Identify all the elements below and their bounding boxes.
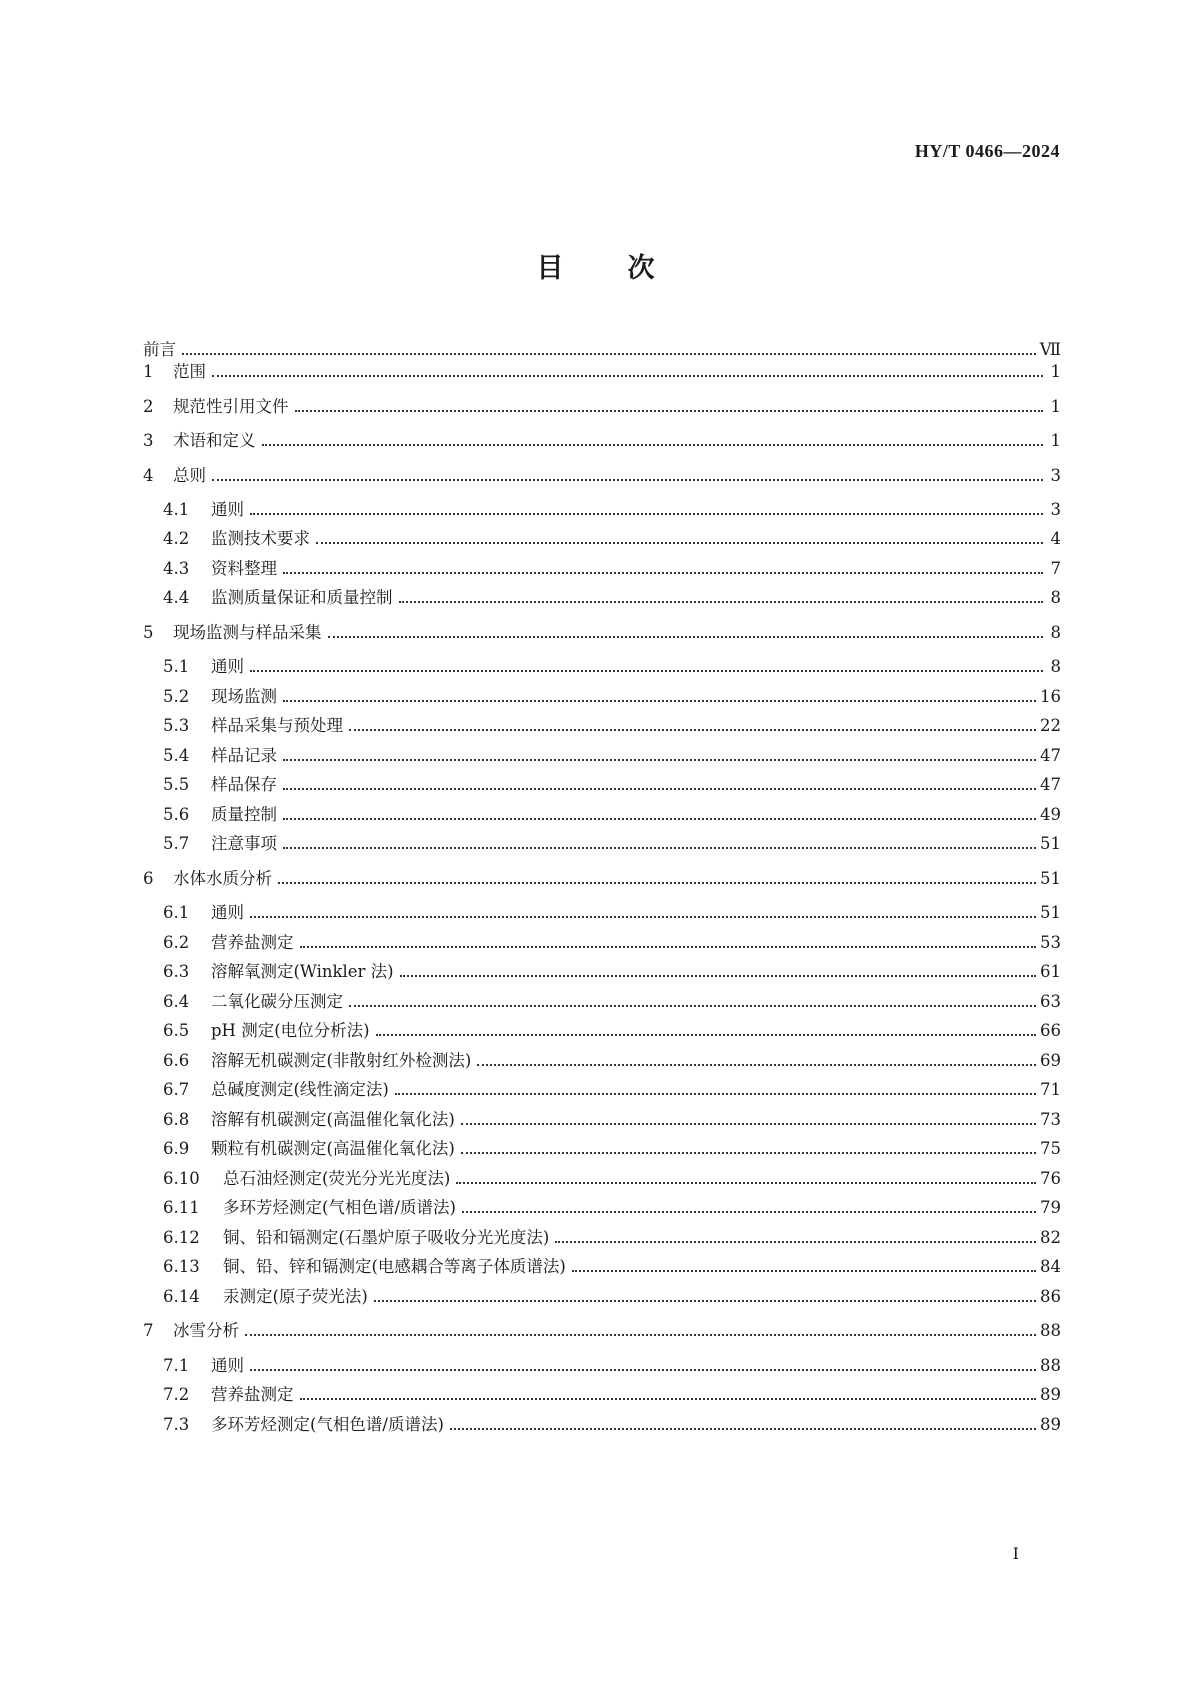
toc-entry[interactable] — [143, 498, 1061, 522]
toc-leader — [283, 803, 1036, 827]
toc-number: 6.9 — [163, 1139, 190, 1158]
toc-page: 4 — [1050, 529, 1061, 548]
toc-entry[interactable] — [143, 1137, 1061, 1161]
toc-leader — [461, 1137, 1036, 1161]
toc-leader — [283, 744, 1036, 768]
toc-label: 资料整理 — [211, 559, 277, 578]
toc-label: 营养盐测定 — [211, 933, 294, 952]
toc-entry[interactable] — [143, 1049, 1061, 1073]
toc-number: 6 — [143, 869, 154, 888]
toc-leader — [399, 586, 1044, 610]
toc-page: 7 — [1050, 559, 1061, 578]
toc-page: 8 — [1050, 623, 1061, 642]
toc-leader — [328, 621, 1044, 645]
toc-label: 总则 — [173, 466, 206, 485]
toc-page: 89 — [1040, 1415, 1061, 1434]
toc-label: 范围 — [173, 362, 206, 381]
toc-page: 66 — [1040, 1021, 1061, 1040]
toc-leader — [555, 1226, 1036, 1250]
toc-label: 监测技术要求 — [211, 529, 310, 548]
toc-leader — [212, 360, 1043, 384]
toc-number: 6.10 — [163, 1169, 200, 1188]
toc-leader — [283, 832, 1036, 856]
toc-page: 84 — [1040, 1257, 1061, 1276]
toc-label: 术语和定义 — [173, 431, 256, 450]
toc-entry[interactable] — [143, 1319, 1061, 1343]
toc-label: 现场监测与样品采集 — [173, 623, 322, 642]
toc-page: 82 — [1040, 1228, 1061, 1247]
page-number: I — [1012, 1544, 1019, 1563]
toc-entry[interactable] — [143, 464, 1061, 488]
toc-page: 63 — [1040, 992, 1061, 1011]
toc-entry[interactable] — [143, 960, 1061, 984]
toc-page: 16 — [1040, 687, 1061, 706]
toc-number: 3 — [143, 431, 154, 450]
toc-label: 总碱度测定(线性滴定法) — [211, 1080, 389, 1099]
toc-page: 88 — [1040, 1321, 1061, 1340]
toc-label: 溶解有机碳测定(高温催化氧化法) — [211, 1110, 455, 1129]
toc-entry[interactable] — [143, 1383, 1061, 1407]
toc-number: 7 — [143, 1321, 154, 1340]
toc-number: 6.12 — [163, 1228, 200, 1247]
toc-entry[interactable] — [143, 773, 1061, 797]
toc-page: 47 — [1040, 775, 1061, 794]
toc-leader — [450, 1413, 1036, 1437]
toc-leader — [477, 1049, 1036, 1073]
toc-number: 6.5 — [163, 1021, 190, 1040]
toc-number: 6.14 — [163, 1287, 200, 1306]
toc-number: 6.13 — [163, 1257, 200, 1276]
toc-page: 1 — [1050, 431, 1061, 450]
toc-page: 61 — [1040, 962, 1061, 981]
toc-page: 76 — [1040, 1169, 1061, 1188]
toc-label: 铜、铅和镉测定(石墨炉原子吸收分光光度法) — [223, 1228, 550, 1247]
toc-entry[interactable] — [143, 586, 1061, 610]
toc-leader — [245, 1319, 1036, 1343]
toc-leader — [283, 773, 1036, 797]
toc-label: 溶解氧测定(Winkler 法) — [211, 962, 394, 981]
document-code: HY/T 0466—2024 — [914, 141, 1060, 161]
toc-label: 多环芳烃测定(气相色谱/质谱法) — [211, 1415, 444, 1434]
title-char-2: 次 — [627, 253, 655, 284]
toc-page: 3 — [1050, 466, 1061, 485]
toc-label: 二氧化碳分压测定 — [211, 992, 343, 1011]
toc-entry[interactable] — [143, 1196, 1061, 1220]
toc-label: 样品保存 — [211, 775, 277, 794]
toc-number: 4.2 — [163, 529, 190, 548]
toc-leader — [316, 527, 1043, 551]
toc-leader — [572, 1255, 1036, 1279]
toc-number: 6.4 — [163, 992, 190, 1011]
toc-number: 5.5 — [163, 775, 190, 794]
toc-entry[interactable] — [143, 557, 1061, 581]
toc-page: 3 — [1050, 500, 1061, 519]
toc-label: 现场监测 — [211, 687, 277, 706]
toc-label: 多环芳烃测定(气相色谱/质谱法) — [223, 1198, 456, 1217]
toc-number: 6.3 — [163, 962, 190, 981]
toc-leader — [400, 960, 1036, 984]
toc-label: pH 测定(电位分析法) — [211, 1021, 370, 1040]
toc-label: 铜、铅、锌和镉测定(电感耦合等离子体质谱法) — [223, 1257, 566, 1276]
toc-number: 7.1 — [163, 1356, 190, 1375]
toc-number: 5.2 — [163, 687, 190, 706]
toc-label: 质量控制 — [211, 805, 277, 824]
toc-label: 通则 — [211, 1356, 244, 1375]
toc-entry[interactable] — [143, 931, 1061, 955]
toc-entry[interactable] — [143, 1255, 1061, 1279]
toc-label: 溶解无机碳测定(非散射红外检测法) — [211, 1051, 472, 1070]
toc-page: 88 — [1040, 1356, 1061, 1375]
toc-number: 5.1 — [163, 657, 190, 676]
toc-page: 51 — [1040, 903, 1061, 922]
toc-number: 5.3 — [163, 716, 190, 735]
toc-label: 通则 — [211, 500, 244, 519]
toc-page: 22 — [1040, 716, 1061, 735]
toc-leader — [283, 685, 1036, 709]
toc-leader — [250, 498, 1043, 522]
toc-leader — [212, 464, 1043, 488]
toc-leader — [300, 931, 1037, 955]
toc-number: 6.2 — [163, 933, 190, 952]
toc-label: 总石油烃测定(荧光分光光度法) — [223, 1169, 451, 1188]
toc-label: 样品采集与预处理 — [211, 716, 343, 735]
toc-leader — [283, 557, 1043, 581]
toc-label: 监测质量保证和质量控制 — [211, 588, 393, 607]
toc-leader — [182, 338, 1036, 362]
toc-leader — [278, 867, 1036, 891]
toc-entry[interactable] — [143, 1226, 1061, 1250]
toc-label: 水体水质分析 — [173, 869, 272, 888]
toc-number: 6.8 — [163, 1110, 190, 1129]
toc-page: 8 — [1050, 588, 1061, 607]
toc-label: 前言 — [143, 340, 176, 359]
toc-entry[interactable] — [143, 1019, 1061, 1043]
toc-leader — [374, 1285, 1036, 1309]
toc-leader — [376, 1019, 1036, 1043]
toc-leader — [250, 901, 1036, 925]
toc-page: 89 — [1040, 1385, 1061, 1404]
toc-number: 5 — [143, 623, 154, 642]
toc-page: 51 — [1040, 869, 1061, 888]
toc-leader — [395, 1078, 1036, 1102]
toc-label: 通则 — [211, 903, 244, 922]
toc-leader — [462, 1196, 1036, 1220]
toc-number: 6.1 — [163, 903, 190, 922]
toc-page: 8 — [1050, 657, 1061, 676]
toc-entry[interactable] — [143, 360, 1061, 384]
toc-page: 69 — [1040, 1051, 1061, 1070]
toc-entry[interactable] — [143, 803, 1061, 827]
page-title — [0, 246, 1191, 285]
toc-number: 7.3 — [163, 1415, 190, 1434]
toc-label: 营养盐测定 — [211, 1385, 294, 1404]
toc-entry[interactable] — [143, 1167, 1061, 1191]
toc-page: Ⅶ — [1039, 340, 1061, 359]
toc-entry[interactable] — [143, 1078, 1061, 1102]
toc-entry[interactable] — [143, 744, 1061, 768]
toc-label: 规范性引用文件 — [173, 397, 289, 416]
toc-number: 6.7 — [163, 1080, 190, 1099]
toc-number: 4.1 — [163, 500, 190, 519]
toc-entry[interactable] — [143, 1413, 1061, 1437]
toc-label: 通则 — [211, 657, 244, 676]
toc-page: 49 — [1040, 805, 1061, 824]
toc-label: 汞测定(原子荧光法) — [223, 1287, 368, 1306]
toc-leader — [461, 1108, 1036, 1132]
toc-page: 51 — [1040, 834, 1061, 853]
toc-entry[interactable] — [143, 901, 1061, 925]
toc-label: 颗粒有机碳测定(高温催化氧化法) — [211, 1139, 455, 1158]
toc-leader — [300, 1383, 1037, 1407]
toc-number: 5.4 — [163, 746, 190, 765]
toc-leader — [250, 655, 1043, 679]
toc-entry[interactable] — [143, 395, 1061, 419]
toc-number: 6.11 — [163, 1198, 200, 1217]
toc-number: 1 — [143, 362, 154, 381]
toc-entry[interactable] — [143, 685, 1061, 709]
toc-page: 73 — [1040, 1110, 1061, 1129]
toc-entry[interactable] — [143, 867, 1061, 891]
toc-number: 4 — [143, 466, 154, 485]
toc-entry[interactable] — [143, 655, 1061, 679]
toc-entry[interactable] — [143, 429, 1061, 453]
toc-leader — [295, 395, 1044, 419]
toc-number: 5.7 — [163, 834, 190, 853]
toc-entry[interactable] — [143, 832, 1061, 856]
toc-page: 53 — [1040, 933, 1061, 952]
toc-label: 样品记录 — [211, 746, 277, 765]
toc-leader — [262, 429, 1044, 453]
toc-page: 47 — [1040, 746, 1061, 765]
toc-label: 注意事项 — [211, 834, 277, 853]
toc-leader — [349, 714, 1036, 738]
toc-label: 冰雪分析 — [173, 1321, 239, 1340]
toc-leader — [456, 1167, 1036, 1191]
toc-number: 6.6 — [163, 1051, 190, 1070]
toc-entry[interactable] — [143, 1354, 1061, 1378]
toc-entry[interactable] — [143, 714, 1061, 738]
toc-page: 75 — [1040, 1139, 1061, 1158]
toc-number: 5.6 — [163, 805, 190, 824]
toc-leader — [250, 1354, 1036, 1378]
toc-page: 71 — [1040, 1080, 1061, 1099]
toc-entry[interactable] — [143, 1108, 1061, 1132]
toc-entry[interactable] — [143, 527, 1061, 551]
toc-entry[interactable] — [143, 621, 1061, 645]
toc-entry[interactable] — [143, 1285, 1061, 1309]
title-char-1: 目 — [536, 253, 564, 284]
toc-number: 7.2 — [163, 1385, 190, 1404]
toc-leader — [349, 990, 1036, 1014]
toc-page: 1 — [1050, 397, 1061, 416]
toc-page: 1 — [1050, 362, 1061, 381]
toc-number: 4.3 — [163, 559, 190, 578]
toc-number: 2 — [143, 397, 154, 416]
toc-page: 86 — [1040, 1287, 1061, 1306]
toc-page: 79 — [1040, 1198, 1061, 1217]
toc-entry-foreword[interactable] — [143, 338, 1061, 362]
toc-number: 4.4 — [163, 588, 190, 607]
toc-entry[interactable] — [143, 990, 1061, 1014]
